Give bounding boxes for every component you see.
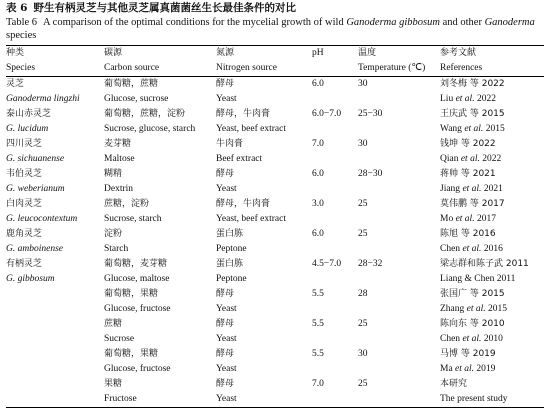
temperature-cell: 25−30 [358, 109, 383, 119]
species-cell: G. lucidum [6, 124, 49, 134]
table-row [6, 242, 544, 257]
species-cell [6, 332, 104, 347]
temperature-cell: 25 [358, 379, 368, 389]
species-cell: 有柄灵芝 [6, 259, 43, 269]
carbon-source-cell: Glucose, fructose [104, 364, 171, 374]
carbon-source-cell: 葡萄糖，麦芽糖 [104, 259, 168, 269]
reference-cell: 梁志群和陈子武 2011 [440, 259, 529, 269]
temperature-cell: 28 [358, 289, 368, 299]
table-number-chinese: 表 6 [6, 2, 28, 14]
species-cell: 灵芝 [6, 79, 25, 89]
reference-cell: 马博 等 2019 [440, 349, 496, 359]
header-carbon-cn: 碳源 [104, 48, 123, 58]
species-cell [6, 392, 104, 408]
temperature-cell: 25 [358, 319, 368, 329]
carbon-source-cell: Glucose, sucrose [104, 94, 169, 104]
header-row-chinese [6, 46, 544, 62]
nitrogen-source-cell: 酵母 [216, 349, 235, 359]
nitrogen-source-cell: 酵母 [216, 379, 235, 389]
reference-cell: 蒋帅 等 2021 [440, 169, 496, 179]
header-ph: pH [312, 48, 324, 58]
nitrogen-source-cell: 蛋白胨 [216, 259, 244, 269]
reference-cell: 钱坤 等 2022 [440, 139, 496, 149]
carbon-source-cell: 蔗糖 [104, 319, 123, 329]
conditions-table [6, 45, 544, 408]
carbon-source-cell: Sucrose, starch [104, 214, 162, 224]
table-number-english: Table 6 [6, 17, 38, 28]
reference-cell: 莫伟鹏 等 2017 [440, 199, 505, 209]
reference-cell: The present study [440, 394, 508, 404]
carbon-source-cell: 葡萄糖，果糖 [104, 289, 159, 299]
header-temperature-en: Temperature (℃) [358, 61, 440, 77]
temperature-cell: 28−32 [358, 259, 383, 269]
table-title-english-4: Ganoderma [484, 17, 535, 28]
nitrogen-source-cell: Yeast, beef extract [216, 124, 286, 134]
table-row [6, 137, 544, 152]
species-cell: G. amboinense [6, 244, 63, 254]
temperature-cell [358, 92, 440, 107]
table-row [6, 257, 544, 272]
table-row [6, 347, 544, 362]
nitrogen-source-cell: Yeast [216, 334, 237, 344]
temperature-cell [358, 302, 440, 317]
nitrogen-source-cell: 酵母，牛肉膏 [216, 109, 271, 119]
reference-cell: 陈向东 等 2010 [440, 319, 505, 329]
ph-cell [312, 272, 358, 287]
header-references-cn: 参考文献 [440, 48, 477, 58]
species-cell: 鹿角灵芝 [6, 229, 43, 239]
table-row [6, 182, 544, 197]
ph-cell: 7.0 [312, 139, 324, 149]
reference-cell: 王庆武 等 2015 [440, 109, 505, 119]
nitrogen-source-cell: Yeast [216, 364, 237, 374]
reference-cell: Chen et al. 2010 [440, 334, 503, 344]
table-title-english-5: species [6, 30, 37, 41]
species-cell: Ganoderma lingzhi [6, 94, 80, 104]
header-row-english [6, 61, 544, 77]
nitrogen-source-cell: Peptone [216, 274, 247, 284]
nitrogen-source-cell: 酵母 [216, 289, 235, 299]
table-row [6, 122, 544, 137]
reference-cell: 本研究 [440, 379, 468, 389]
table-row [6, 107, 544, 122]
reference-cell: Liang & Chen 2011 [440, 274, 516, 284]
ph-cell: 6.0−7.0 [312, 109, 342, 119]
temperature-cell [358, 182, 440, 197]
table-body [6, 77, 544, 408]
ph-cell [312, 302, 358, 317]
nitrogen-source-cell: 酵母 [216, 169, 235, 179]
nitrogen-source-cell: 酵母 [216, 79, 235, 89]
temperature-cell [358, 212, 440, 227]
header-species-cn: 种类 [6, 48, 25, 58]
carbon-source-cell: 葡萄糖，蔗糖，淀粉 [104, 109, 186, 119]
table-row [6, 287, 544, 302]
reference-cell: Mo et al. 2017 [440, 214, 496, 224]
table-row [6, 92, 544, 107]
temperature-cell [358, 242, 440, 257]
nitrogen-source-cell: 酵母，牛肉膏 [216, 199, 271, 209]
table-row [6, 377, 544, 392]
temperature-cell: 30 [358, 79, 368, 89]
carbon-source-cell: 淀粉 [104, 229, 123, 239]
ph-cell: 3.0 [312, 199, 324, 209]
carbon-source-cell: Fructose [104, 394, 137, 404]
temperature-cell: 28−30 [358, 169, 383, 179]
table-row [6, 167, 544, 182]
nitrogen-source-cell: Peptone [216, 244, 247, 254]
temperature-cell: 25 [358, 199, 368, 209]
species-cell: 四川灵芝 [6, 139, 43, 149]
ph-cell [312, 122, 358, 137]
ph-cell [312, 392, 358, 408]
species-cell [6, 302, 104, 317]
table-row [6, 77, 544, 93]
carbon-source-cell: 葡萄糖，果糖 [104, 349, 159, 359]
table-row [6, 197, 544, 212]
table-row [6, 392, 544, 408]
reference-cell: Qian et al. 2022 [440, 154, 502, 164]
nitrogen-source-cell: Beef extract [216, 154, 263, 164]
carbon-source-cell: 蔗糖，淀粉 [104, 199, 150, 209]
species-cell: G. weberianum [6, 184, 65, 194]
nitrogen-source-cell: 蛋白胨 [216, 229, 244, 239]
header-nitrogen-en: Nitrogen source [216, 61, 312, 77]
species-cell [6, 362, 104, 377]
table-title-chinese: 野生有柄灵芝与其他灵芝属真菌菌丝生长最佳条件的对比 [33, 2, 296, 14]
nitrogen-source-cell: Yeast [216, 94, 237, 104]
ph-cell [312, 212, 358, 227]
nitrogen-source-cell: Yeast, beef extract [216, 214, 286, 224]
temperature-cell: 30 [358, 349, 368, 359]
ph-cell: 5.5 [312, 289, 324, 299]
ph-cell: 7.0 [312, 379, 324, 389]
header-carbon-en: Carbon source [104, 61, 216, 77]
species-cell [6, 347, 104, 362]
ph-cell: 6.0 [312, 229, 324, 239]
table-row [6, 272, 544, 287]
carbon-source-cell: Glucose, fructose [104, 304, 171, 314]
carbon-source-cell: Sucrose [104, 334, 135, 344]
ph-cell [312, 182, 358, 197]
table-row [6, 152, 544, 167]
table-row [6, 362, 544, 377]
table-title-english-1: A comparison of the optimal conditions for the mycelial growth of wild [43, 17, 347, 28]
ph-cell [312, 332, 358, 347]
species-cell: G. leucocontextum [6, 214, 78, 224]
reference-cell: 陈旭 等 2016 [440, 229, 496, 239]
carbon-source-cell: 葡萄糖，蔗糖 [104, 79, 159, 89]
table-caption-chinese [6, 2, 544, 15]
table-title-english-2: Ganoderma gibbosum [346, 17, 440, 28]
reference-cell: 刘冬梅 等 2022 [440, 79, 505, 89]
carbon-source-cell: Glucose, maltose [104, 274, 170, 284]
table-row [6, 212, 544, 227]
ph-cell: 5.5 [312, 349, 324, 359]
ph-cell: 6.0 [312, 79, 324, 89]
temperature-cell [358, 122, 440, 137]
temperature-cell [358, 362, 440, 377]
temperature-cell [358, 272, 440, 287]
ph-cell: 4.5−7.0 [312, 259, 342, 269]
species-cell: 白肉灵芝 [6, 199, 43, 209]
species-cell: G. gibbosum [6, 274, 55, 284]
reference-cell: Wang et al. 2015 [440, 124, 505, 134]
species-cell: G. sichuanense [6, 154, 65, 164]
header-temperature-cn: 温度 [358, 48, 377, 58]
temperature-cell [358, 152, 440, 167]
header-ph-en [312, 61, 358, 77]
ph-cell: 5.5 [312, 319, 324, 329]
table-row [6, 332, 544, 347]
carbon-source-cell: Sucrose, glucose, starch [104, 124, 196, 134]
species-cell [6, 317, 104, 332]
reference-cell: 张国广 等 2015 [440, 289, 505, 299]
carbon-source-cell: 糊精 [104, 169, 123, 179]
table-row [6, 317, 544, 332]
header-references-en: References [440, 61, 544, 77]
carbon-source-cell: Maltose [104, 154, 135, 164]
table-caption-english [6, 16, 544, 42]
temperature-cell: 25 [358, 229, 368, 239]
table-row [6, 227, 544, 242]
reference-cell: Zhang et al. 2015 [440, 304, 508, 314]
nitrogen-source-cell: Yeast [216, 394, 237, 404]
nitrogen-source-cell: 酵母 [216, 319, 235, 329]
reference-cell: Liu et al. 2022 [440, 94, 496, 104]
temperature-cell [358, 332, 440, 347]
ph-cell [312, 242, 358, 257]
species-cell: 韦伯灵芝 [6, 169, 43, 179]
ph-cell: 6.0 [312, 169, 324, 179]
reference-cell: Chen et al. 2016 [440, 244, 503, 254]
carbon-source-cell: 果糖 [104, 379, 123, 389]
nitrogen-source-cell: 牛肉膏 [216, 139, 244, 149]
species-cell [6, 377, 104, 392]
species-cell: 泰山赤灵芝 [6, 109, 52, 119]
nitrogen-source-cell: Yeast [216, 304, 237, 314]
header-nitrogen-cn: 氮源 [216, 48, 235, 58]
carbon-source-cell: Starch [104, 244, 129, 254]
ph-cell [312, 152, 358, 167]
table-page [6, 2, 544, 406]
table-title-english-3: and other [439, 17, 485, 28]
header-species-en: Species [6, 61, 104, 77]
carbon-source-cell: Dextrin [104, 184, 134, 194]
species-cell [6, 287, 104, 302]
table-row [6, 302, 544, 317]
reference-cell: Ma et al. 2019 [440, 364, 496, 374]
reference-cell: Jiang et al. 2021 [440, 184, 503, 194]
nitrogen-source-cell: Yeast [216, 184, 237, 194]
ph-cell [312, 362, 358, 377]
temperature-cell: 30 [358, 139, 368, 149]
temperature-cell [358, 392, 440, 408]
carbon-source-cell: 麦芽糖 [104, 139, 132, 149]
ph-cell [312, 92, 358, 107]
